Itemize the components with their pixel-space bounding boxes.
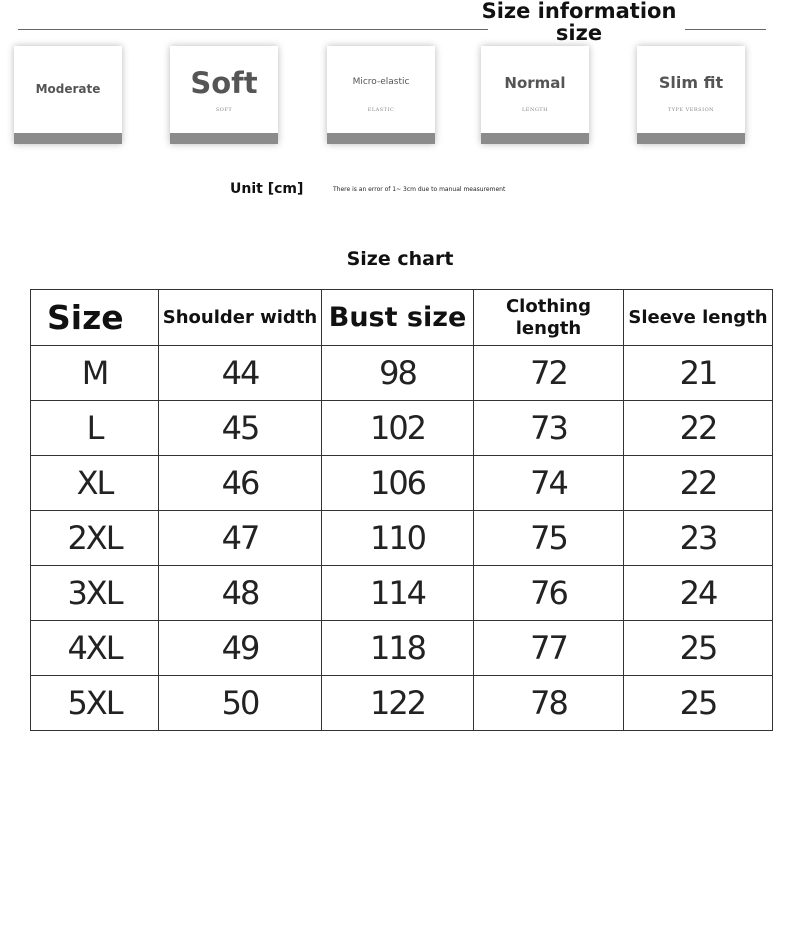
sleeve-length-cell: 25 [624, 676, 773, 731]
page-title: Size information size [481, 0, 677, 45]
column-header-clothing-length: Clothing length [474, 290, 624, 346]
bust-size-cell: 114 [322, 566, 474, 621]
attribute-label: Normal [504, 74, 566, 92]
sleeve-length-cell: 22 [624, 456, 773, 511]
header-divider-right [685, 29, 766, 30]
shoulder-width-cell: 46 [159, 456, 322, 511]
clothing-length-cell: 73 [474, 401, 624, 456]
size-cell: XL [31, 456, 159, 511]
size-chart-title: Size chart [346, 248, 454, 270]
bust-size-cell: 122 [322, 676, 474, 731]
attribute-sublabel: ELASTIC [367, 107, 395, 113]
shoulder-width-cell: 48 [159, 566, 322, 621]
size-cell: 3XL [31, 566, 159, 621]
size-cell: 5XL [31, 676, 159, 731]
table-row [31, 566, 773, 621]
attribute-card-bar [481, 133, 589, 144]
attribute-sublabel: LENGTH [521, 107, 549, 113]
size-cell: M [31, 346, 159, 401]
table-row [31, 346, 773, 401]
clothing-length-cell: 75 [474, 511, 624, 566]
bust-size-cell: 110 [322, 511, 474, 566]
attribute-card-bar [327, 133, 435, 144]
table-row [31, 456, 773, 511]
table-header-row [31, 290, 773, 346]
attribute-label: Soft [190, 66, 258, 100]
attribute-card-elasticity [327, 46, 435, 144]
attribute-card-softness [170, 46, 278, 144]
column-header-bust-size: Bust size [322, 290, 474, 346]
measurement-note: There is an error of 1~ 3cm due to manual measurement [333, 186, 506, 193]
bust-size-cell: 102 [322, 401, 474, 456]
table-row [31, 401, 773, 456]
bust-size-cell: 118 [322, 621, 474, 676]
column-header-sleeve-length: Sleeve length [624, 290, 773, 346]
header-divider-left [18, 29, 488, 30]
table-row [31, 621, 773, 676]
attribute-card-bar [170, 133, 278, 144]
column-header-shoulder-width: Shoulder width [159, 290, 322, 346]
attribute-card-type [637, 46, 745, 144]
attribute-label: Micro-elastic [352, 77, 410, 87]
attribute-card-bar [637, 133, 745, 144]
unit-label: Unit [cm] [230, 181, 304, 197]
clothing-length-cell: 77 [474, 621, 624, 676]
clothing-length-cell: 78 [474, 676, 624, 731]
attribute-card-length [481, 46, 589, 144]
bust-size-cell: 98 [322, 346, 474, 401]
attribute-sublabel: TYPE VERSION [667, 107, 715, 113]
sleeve-length-cell: 24 [624, 566, 773, 621]
bust-size-cell: 106 [322, 456, 474, 511]
size-cell: L [31, 401, 159, 456]
sleeve-length-cell: 23 [624, 511, 773, 566]
sleeve-length-cell: 21 [624, 346, 773, 401]
column-header-size: Size [31, 290, 159, 346]
shoulder-width-cell: 47 [159, 511, 322, 566]
attribute-card-fit [14, 46, 122, 144]
sleeve-length-cell: 22 [624, 401, 773, 456]
size-cell: 4XL [31, 621, 159, 676]
clothing-length-cell: 74 [474, 456, 624, 511]
size-chart-table [30, 289, 773, 731]
size-cell: 2XL [31, 511, 159, 566]
attribute-label: Slim fit [658, 73, 724, 92]
clothing-length-cell: 72 [474, 346, 624, 401]
shoulder-width-cell: 49 [159, 621, 322, 676]
attribute-label: Moderate [35, 82, 101, 96]
attribute-sublabel: SOFT [215, 107, 233, 113]
table-row [31, 511, 773, 566]
clothing-length-cell: 76 [474, 566, 624, 621]
shoulder-width-cell: 50 [159, 676, 322, 731]
table-row [31, 676, 773, 731]
shoulder-width-cell: 45 [159, 401, 322, 456]
sleeve-length-cell: 25 [624, 621, 773, 676]
shoulder-width-cell: 44 [159, 346, 322, 401]
attribute-card-bar [14, 133, 122, 144]
